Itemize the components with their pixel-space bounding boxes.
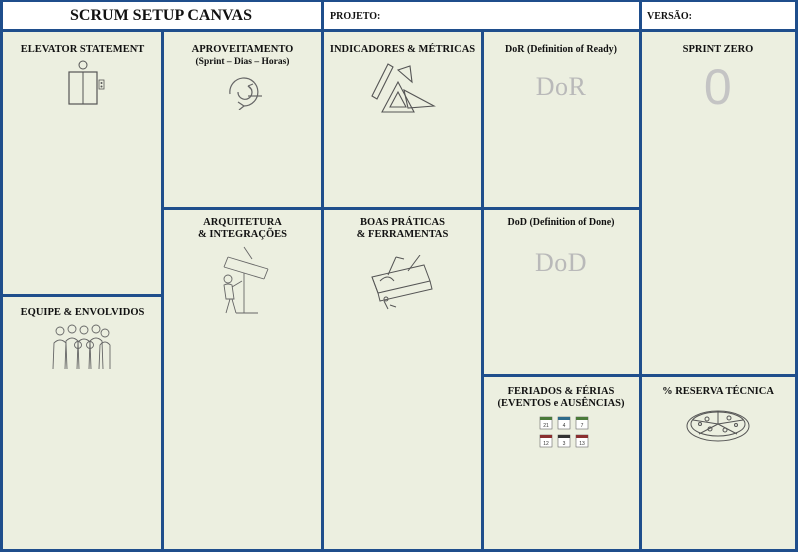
- dor-big-text: DoR: [535, 72, 587, 101]
- boas-praticas-title-line1: BOAS PRÁTICAS: [360, 217, 445, 228]
- border-top: [0, 0, 798, 2]
- cycle-arrows-icon: [222, 72, 266, 110]
- feriados-title-line2: (EVENTOS e AUSÊNCIAS): [497, 398, 625, 409]
- calendar-number-5: 3: [562, 441, 566, 447]
- border-header-bottom: [0, 29, 798, 32]
- cell-dor: [482, 31, 640, 208]
- divider-h-col23: [163, 207, 482, 210]
- header-bar: [0, 0, 798, 31]
- cell-reserva: [640, 375, 798, 552]
- elevator-icon: [66, 60, 106, 106]
- pizza-icon: [685, 406, 751, 444]
- dod-big-text: DoD: [534, 248, 588, 277]
- indicadores-title: INDICADORES & MÉTRICAS: [329, 44, 476, 55]
- team-group-icon: [50, 323, 112, 371]
- border-left: [0, 0, 3, 552]
- calendar-number-2: 4: [562, 423, 566, 429]
- arquitetura-title-line1: ARQUITETURA: [203, 217, 282, 228]
- divider-v2: [321, 0, 324, 552]
- aproveitamento-title: APROVEITAMENTO: [191, 44, 294, 55]
- dod-title: DoD (Definition of Done): [507, 217, 615, 228]
- divider-h-col45: [482, 374, 798, 377]
- feriados-title-line1: FERIADOS & FÉRIAS: [507, 386, 615, 397]
- calendar-number-4: 12: [543, 441, 549, 447]
- divider-h-dor: [482, 207, 640, 210]
- calendar-icon: [539, 416, 591, 450]
- dor-title: DoR (Definition of Ready): [505, 44, 617, 55]
- calendar-number-1: 21: [543, 423, 549, 429]
- sprint-zero-title: SPRINT ZERO: [682, 44, 754, 55]
- divider-h-col1: [0, 294, 163, 297]
- divider-v3: [481, 31, 484, 552]
- calendar-number-3: 7: [580, 423, 584, 429]
- ruler-set-square-icon: [368, 60, 438, 114]
- cell-dod: [482, 208, 640, 375]
- aproveitamento-subtitle: (Sprint – Dias – Horas): [195, 57, 290, 67]
- divider-v1: [161, 31, 164, 552]
- calendar-number-6: 13: [579, 441, 585, 447]
- cell-indicadores: [323, 31, 482, 208]
- versao-label: VERSÃO:: [647, 11, 693, 22]
- toolbox-icon: [368, 255, 436, 311]
- arquitetura-title-line2: & INTEGRAÇÕES: [198, 229, 287, 240]
- equipe-title: EQUIPE & ENVOLVIDOS: [20, 307, 145, 318]
- elevator-title: ELEVATOR STATEMENT: [20, 44, 145, 55]
- boas-praticas-title-line2: & FERRAMENTAS: [356, 229, 449, 240]
- canvas-title: SCRUM SETUP CANVAS: [70, 7, 252, 24]
- architect-desk-icon: [214, 245, 270, 317]
- projeto-label: PROJETO:: [330, 11, 381, 22]
- sprint-zero-big-text: 0: [703, 59, 733, 115]
- reserva-title: % RESERVA TÉCNICA: [662, 386, 774, 397]
